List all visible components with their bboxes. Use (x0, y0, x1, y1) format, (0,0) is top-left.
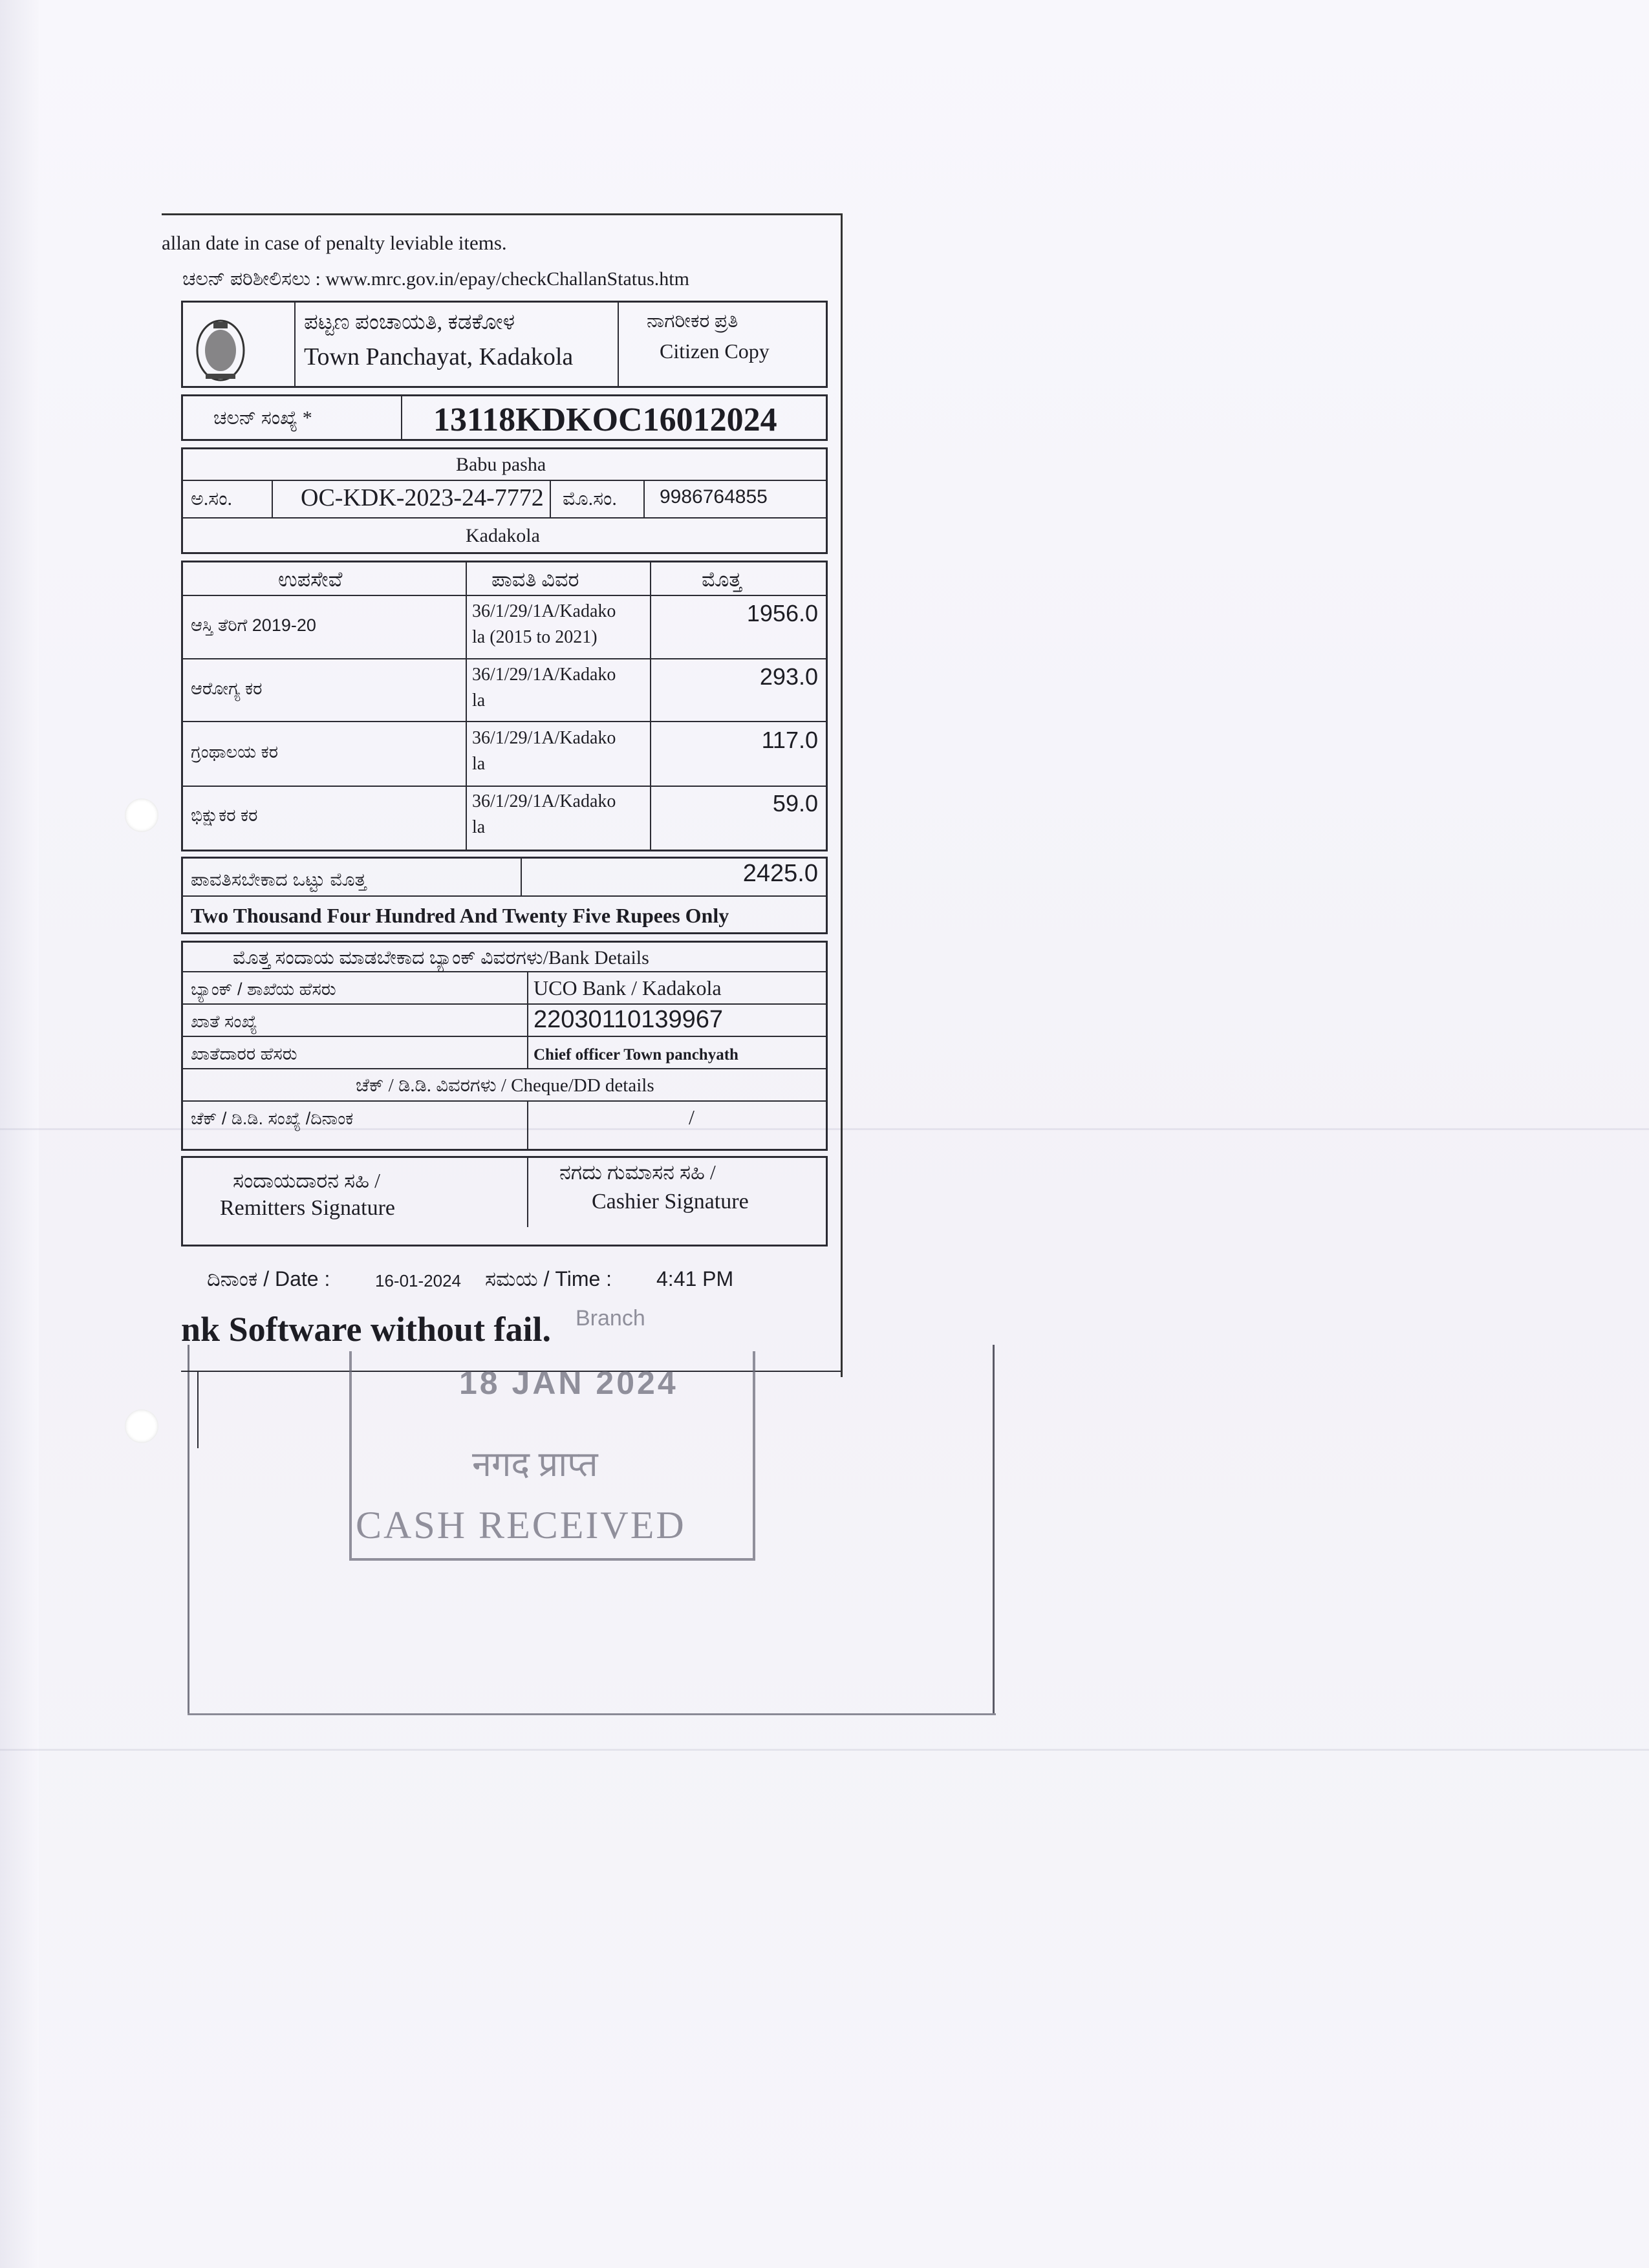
bank-name: UCO Bank / Kadakola (534, 976, 722, 1000)
row-detail: la (472, 690, 486, 711)
stamp-branch: Branch (576, 1306, 645, 1331)
office-name-kannada: ಪಟ್ಟಣ ಪಂಚಾಯತಿ, ಕಡಕೋಳ (304, 310, 515, 334)
divider (550, 480, 551, 517)
stamp-hindi-text: नगद प्राप्त (472, 1445, 598, 1484)
total-in-words: Two Thousand Four Hundred And Twenty Five Rupees Only (191, 904, 729, 927)
divider (181, 1068, 828, 1069)
check-status-url: ಚಲನ್ ಪರಿಶೀಲಿಸಲು : www.mrc.gov.in/epay/checkChallanStatus.htm (182, 268, 689, 290)
row-detail: la (472, 754, 486, 774)
account-number-label: ಖಾತೆ ಸಂಖ್ಯೆ (191, 1012, 257, 1031)
punch-hole (125, 1409, 158, 1443)
serial-number: OC-KDK-2023-24-7772 (301, 484, 544, 511)
divider (181, 658, 828, 659)
row-amount: 59.0 (772, 790, 818, 817)
row-amount: 117.0 (761, 727, 818, 753)
divider (841, 213, 843, 1377)
cheque-number: / (689, 1106, 695, 1129)
divider (294, 301, 296, 388)
stamp-text: CASH RECEIVED (356, 1504, 686, 1546)
divider (181, 721, 828, 722)
row-detail: la (472, 817, 486, 837)
divider (181, 971, 828, 972)
divider (181, 1003, 828, 1005)
stamp-border (349, 1351, 755, 1561)
row-detail: 36/1/29/1A/Kadako (472, 665, 616, 685)
divider (162, 213, 841, 215)
office-name-english: Town Panchayat, Kadakola (304, 343, 574, 370)
divider (618, 301, 619, 388)
penalty-note: allan date in case of penalty leviable items. (162, 231, 507, 254)
row-detail: 36/1/29/1A/Kadako (472, 601, 616, 621)
challan-number-label: ಚಲನ್ ಸಂಖ್ಯೆ * (213, 407, 312, 429)
row-service: ಭಿಕ್ಷುಕರ ಕರ (191, 806, 258, 825)
row-service: ಗ್ರಂಥಾಲಯ ಕರ (191, 742, 279, 762)
footer-note: nk Software without fail. (181, 1310, 552, 1349)
serial-label: ಅ.ಸಂ. (191, 488, 232, 509)
divider (527, 971, 528, 1068)
column-header-amount: ಮೊತ್ತ (702, 568, 742, 591)
column-header-payment-detail: ಪಾವತಿ ವಿವರ (491, 568, 579, 591)
account-holder: Chief officer Town panchyath (534, 1046, 738, 1064)
bank-name-label: ಬ್ಯಾಂಕ್ / ಶಾಖೆಯ ಹೆಸರು (191, 979, 336, 999)
scan-border (188, 1713, 996, 1715)
row-detail: 36/1/29/1A/Kadako (472, 791, 616, 811)
divider (181, 1036, 828, 1037)
row-service: ಆಸ್ತಿ ತೆರಿಗೆ 2019-20 (191, 615, 316, 635)
copy-type-english: Citizen Copy (660, 339, 770, 363)
divider (643, 480, 645, 517)
payer-place: Kadakola (466, 525, 540, 546)
divider (466, 561, 467, 851)
remitter-signature-label: Remitters Signature (220, 1196, 396, 1220)
divider (650, 561, 651, 851)
row-detail: la (2015 to 2021) (472, 627, 598, 647)
government-emblem-icon (194, 317, 247, 384)
remitter-signature-label-kn: ಸಂದಾಯದಾರನ ಸಹಿ / (233, 1169, 380, 1192)
fold-line (0, 1749, 1649, 1751)
account-holder-label: ಖಾತೆದಾರರ ಹೆಸರು (191, 1044, 297, 1064)
divider (181, 517, 828, 519)
cashier-signature-label: Cashier Signature (592, 1190, 749, 1214)
page-left-edge (0, 0, 39, 2268)
date-value: 16-01-2024 (375, 1271, 461, 1290)
time-value: 4:41 PM (656, 1267, 734, 1290)
challan-number: 13118KDKOC16012024 (433, 401, 777, 438)
divider (272, 480, 273, 517)
row-service: ಆರೋಗ್ಯ ಕರ (191, 679, 263, 698)
divider (181, 480, 828, 481)
divider (521, 857, 522, 895)
cheque-details-title: ಚೆಕ್ / ಡಿ.ಡಿ. ವಿವರಗಳು / Cheque/DD details (356, 1075, 654, 1096)
column-header-service: ಉಪಸೇವೆ (278, 568, 343, 591)
row-detail: 36/1/29/1A/Kadako (472, 728, 616, 748)
divider (181, 895, 828, 897)
mobile-number: 9986764855 (660, 486, 768, 508)
total-amount: 2425.0 (742, 860, 818, 887)
divider (401, 394, 402, 441)
total-label: ಪಾವತಿಸಬೇಕಾದ ಒಟ್ಟು ಮೊತ್ತ (191, 870, 367, 890)
date-label: ದಿನಾಂಕ / Date : (207, 1267, 330, 1290)
time-label: ಸಮಯ / Time : (485, 1267, 612, 1290)
cheque-number-label: ಚೆಕ್ / ಡಿ.ಡಿ. ಸಂಖ್ಯೆ /ದಿನಾಂಕ (191, 1109, 354, 1128)
cashier-signature-label-kn: ನಗದು ಗುಮಾಸನ ಸಹಿ / (559, 1161, 716, 1184)
row-amount: 1956.0 (746, 600, 818, 626)
divider (181, 786, 828, 787)
punch-hole (125, 798, 158, 832)
stamp-date: 18 JAN 2024 (459, 1365, 678, 1401)
divider (181, 595, 828, 596)
account-number: 22030110139967 (534, 1006, 724, 1033)
copy-type-kannada: ನಾಗರೀಕರ ಪ್ರತಿ (647, 310, 738, 332)
payer-name: Babu pasha (456, 454, 546, 475)
cash-received-stamp (181, 1093, 757, 1545)
bank-details-title: ಮೊತ್ತ ಸಂದಾಯ ಮಾಡಬೇಕಾದ ಬ್ಯಾಂಕ್ ವಿವರಗಳು/Bank Details (233, 947, 649, 968)
mobile-label: ಮೊ.ಸಂ. (563, 488, 617, 509)
row-amount: 293.0 (759, 663, 818, 690)
